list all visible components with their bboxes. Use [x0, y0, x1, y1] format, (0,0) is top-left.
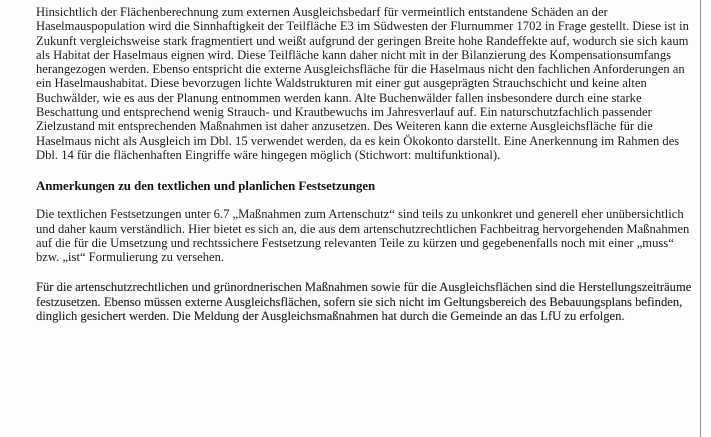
paragraph-compensation-area: Hinsichtlich der Flächenberechnung zum externen Ausgleichsbedarf für vermeintlich entstandene Schäden an der Haselmauspopulation wird die Sinnhaftigkeit der Teilfläche E3 im Südwesten der Flurnummer 1702 in Frage gestellt. Diese ist in Zukunft vergleichsweise stark fragmentiert und weißt aufgrund der geringen Breite hohe Randeffekte auf, wodurch sie sich kaum als Habitat der Haselmaus eignen wird. Diese Teilfläche kann daher nicht mit in der Bilanzierung des Kompensationsumfangs herangezogen werden. Ebenso entspricht die externe Ausgleichsfläche für die Haselmaus nicht den fachlichen Anforderungen an ein Haselmaushabitat. Diese bevorzugen lichte Waldstrukturen mit einer gut ausgeprägten Strauchschicht und keine alten Buchwälder, wie es aus der Planung entnommen werden kann. Alte Buchenwälder fallen insbesondere durch eine starke Beschattung und entsprechend wenig Strauch- und Krautbewuchs im Jahresverlauf auf. Ein naturschutzfachlich passender Zielzustand mit entsprechenden Maßnahmen ist daher anzusetzen. Des Weiteren kann die externe Ausgleichsfläche für die Haselmaus nicht als Ausgleich im Dbl. 15 verwendet werden, da es kein Ökokonto darstellt. Eine Anerkennung im Rahmen des Dbl. 14 für die flächenhaften Eingriffe wäre hingegen möglich (Stichwort: multifunktional). — [36, 5, 689, 162]
document-body — [36, 5, 694, 323]
paragraph-production-periods: Für die artenschutzrechtlichen und grünordnerischen Maßnahmen sowie für die Ausgleichsflächen sind die Herstellungszeiträume festzusetzen. Ebenso müssen externe Ausgleichsflächen, sofern sie sich nicht im Geltungsbereich des Bebauungsplans befinden, dinglich gesichert werden. Die Meldung der Ausgleichsmaßnahmen hat durch die Gemeinde an das LfU zu erfolgen. — [36, 280, 692, 324]
section-heading: Anmerkungen zu den textlichen und planlichen Festsetzungen — [36, 179, 376, 194]
scan-page-edge — [700, 0, 701, 437]
paragraph-textual-provisions: Die textlichen Festsetzungen unter 6.7 „Maßnahmen zum Artenschutz“ sind teils zu unkonkret und generell eher unübersichtlich und daher kaum verständlich. Hier bietet es sich an, die aus dem artenschutzrechtlichen Fachbeitrag hervorgehenden Maßnahmen auf die für die Umsetzung und rechtssichere Festsetzung relevanten Teile zu kürzen und gegebenenfalls noch mit einer „muss“ bzw. „ist“ Formulierung zu versehen. — [36, 207, 690, 265]
